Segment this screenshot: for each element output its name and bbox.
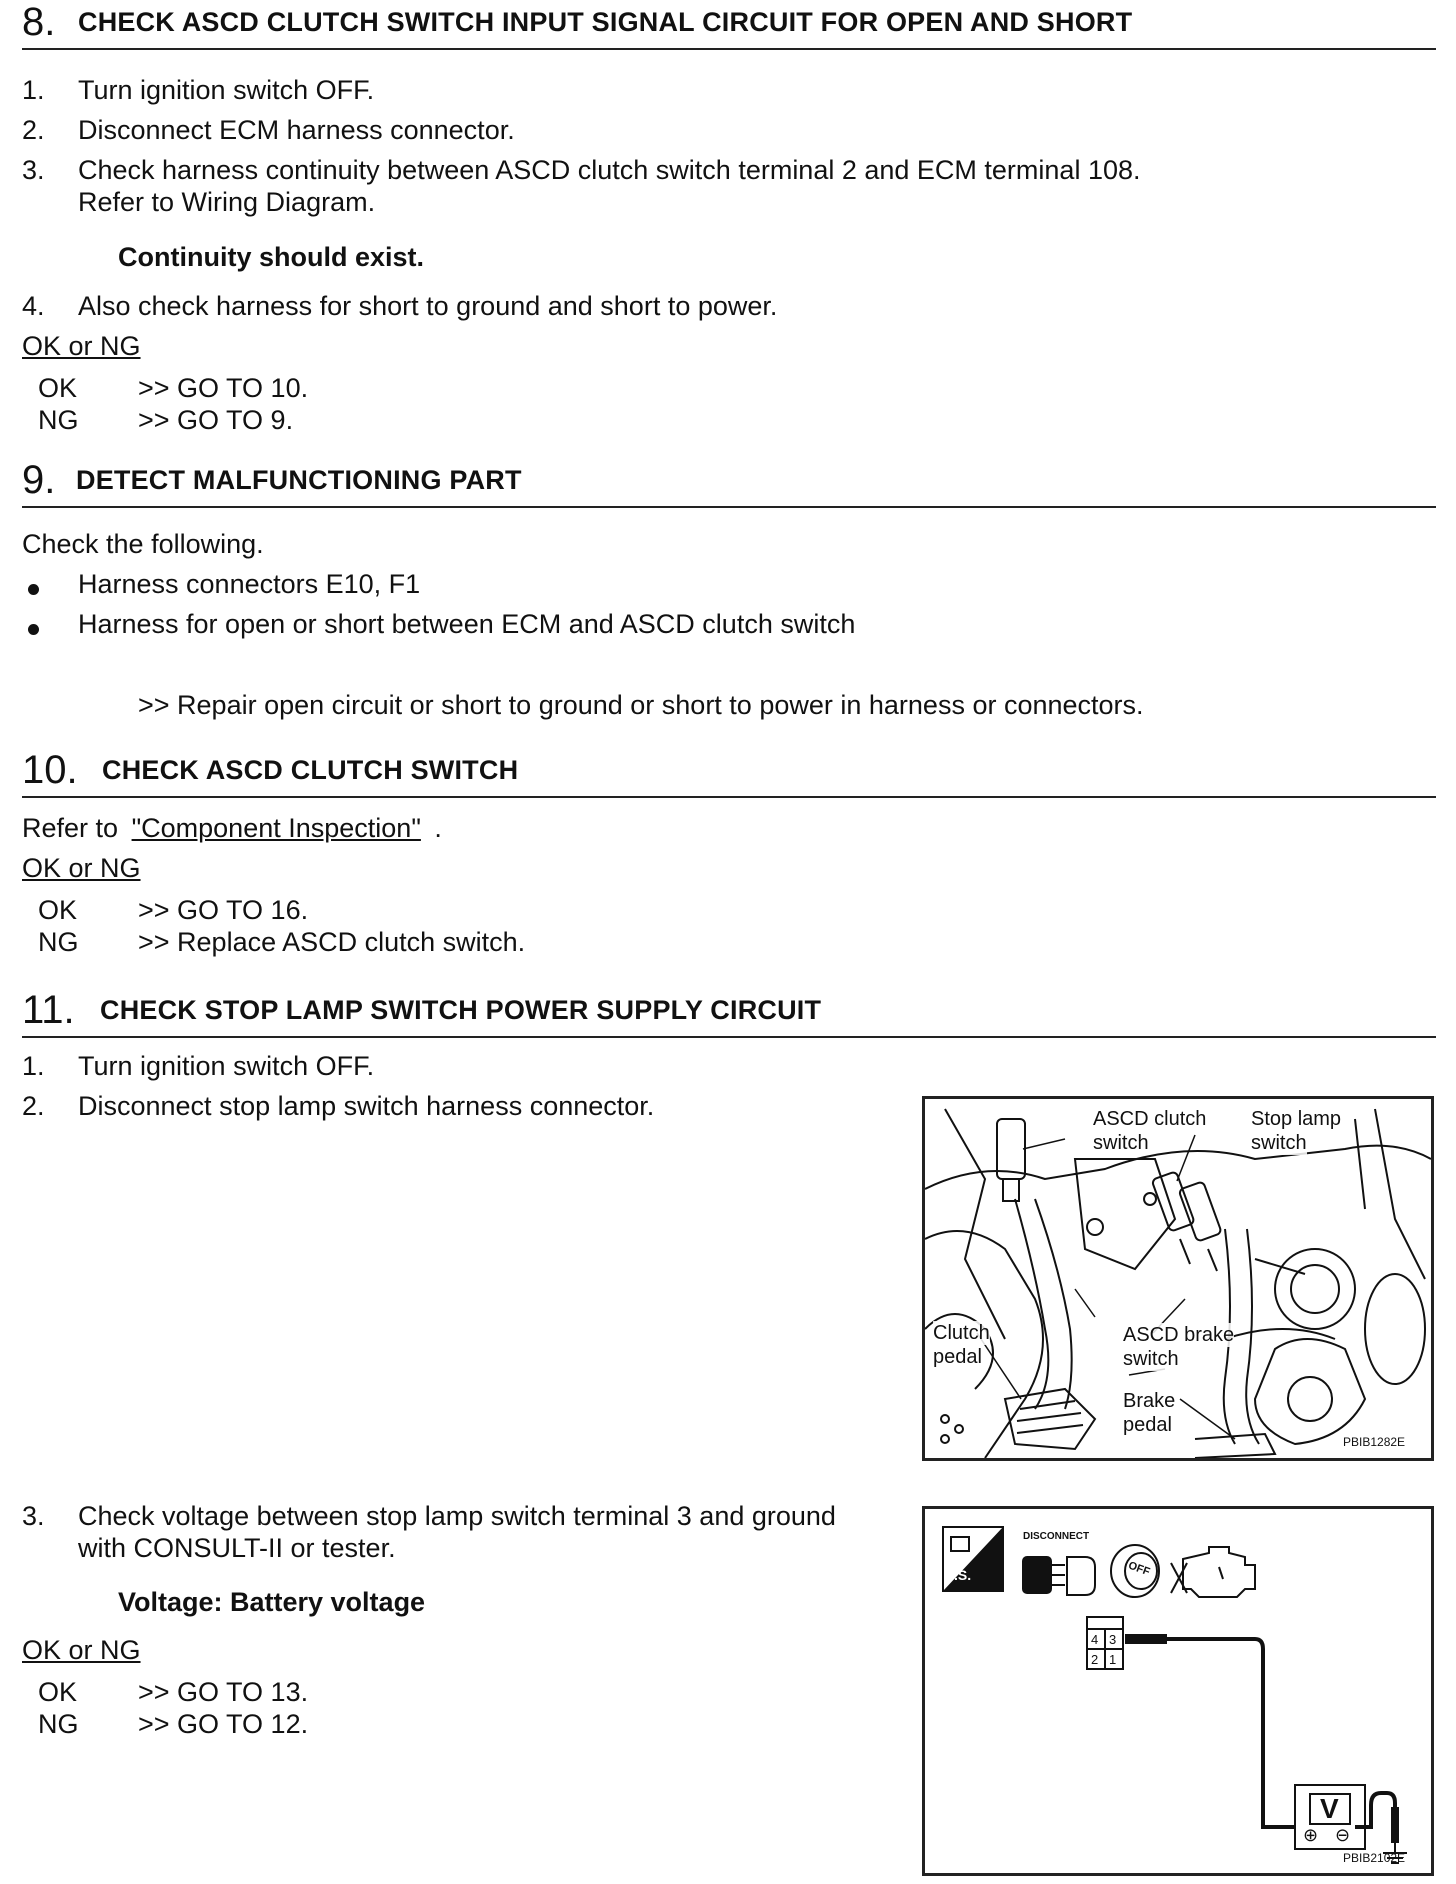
brake-pedal-label-line2: pedal xyxy=(1123,1414,1172,1436)
spec-continuity: Continuity should exist. xyxy=(118,242,425,272)
step-9-header xyxy=(22,458,1436,508)
stop-lamp-switch-label: Stop lamp xyxy=(1251,1108,1342,1130)
step-10-number: 10. xyxy=(22,748,78,792)
list-item: Turn ignition switch OFF. xyxy=(78,75,375,105)
step-9-title: DETECT MALFUNCTIONING PART xyxy=(76,465,522,495)
step-10-refer xyxy=(22,812,442,844)
voltmeter-label: V xyxy=(1320,1793,1339,1824)
step-10-title: CHECK ASCD CLUTCH SWITCH xyxy=(102,755,519,785)
engine-icon xyxy=(1171,1547,1255,1597)
ascd-brake-switch-label-line2: switch xyxy=(1123,1348,1179,1370)
clutch-pedal-label: Clutch xyxy=(933,1322,990,1344)
bullet-icon xyxy=(28,624,39,635)
plus-terminal-icon: ⊕ xyxy=(1303,1825,1319,1845)
list-number: 3. xyxy=(22,155,45,185)
step-11-title: CHECK STOP LAMP SWITCH POWER SUPPLY CIRCUIT xyxy=(100,995,822,1025)
step-11-header xyxy=(22,988,1436,1038)
ok-action: >> GO TO 10. xyxy=(138,373,309,403)
list-number: 3. xyxy=(22,1501,45,1531)
bullet-item: Harness connectors E10, F1 xyxy=(78,569,421,599)
step-8-number: 8. xyxy=(22,0,56,44)
component-inspection-link[interactable]: "Component Inspection" xyxy=(131,813,421,843)
ng-action: >> Replace ASCD clutch switch. xyxy=(138,927,526,957)
ng-label: NG xyxy=(38,1709,79,1739)
step-8-header xyxy=(22,0,1436,50)
list-number: 4. xyxy=(22,291,45,321)
ok-or-ng-label: OK or NG xyxy=(22,1635,141,1665)
step-9-number: 9. xyxy=(22,458,56,502)
figure-code: PBIB1282E xyxy=(1343,1435,1406,1449)
stop-lamp-switch-label-line2: switch xyxy=(1251,1132,1307,1154)
disconnect-label: DISCONNECT xyxy=(1023,1531,1090,1542)
clutch-pedal-label-line2: pedal xyxy=(933,1346,982,1368)
probe-positive xyxy=(1125,1634,1167,1644)
ok-action: >> GO TO 16. xyxy=(138,895,309,925)
list-number: 2. xyxy=(22,1091,45,1121)
ok-label: OK xyxy=(38,373,78,403)
spec-voltage: Voltage: Battery voltage xyxy=(118,1587,426,1617)
ng-label: NG xyxy=(38,927,79,957)
ok-or-ng-label: OK or NG xyxy=(22,331,141,361)
minus-terminal-icon: ⊖ xyxy=(1335,1825,1351,1845)
list-item: Also check harness for short to ground and short to power. xyxy=(78,291,778,321)
ng-action: >> GO TO 9. xyxy=(138,405,294,435)
probe-negative xyxy=(1391,1807,1399,1843)
ng-label: NG xyxy=(38,405,79,435)
step-10-header xyxy=(22,748,1436,798)
list-item: Disconnect ECM harness connector. xyxy=(78,115,515,145)
refer-prefix: Refer to xyxy=(22,813,119,843)
bullet-icon xyxy=(28,584,39,595)
list-number: 1. xyxy=(22,75,45,105)
voltage-check-figure xyxy=(922,1506,1434,1876)
list-item-continuation: Refer to Wiring Diagram. xyxy=(78,187,376,217)
step-8-title: CHECK ASCD CLUTCH SWITCH INPUT SIGNAL CIRCUIT FOR OPEN AND SHORT xyxy=(78,7,1133,37)
ok-label: OK xyxy=(38,895,78,925)
pedal-switch-figure xyxy=(922,1096,1434,1461)
terminal-4: 4 xyxy=(1091,1632,1099,1647)
list-number: 1. xyxy=(22,1051,45,1081)
list-item: Disconnect stop lamp switch harness connector. xyxy=(78,1091,655,1121)
terminal-1: 1 xyxy=(1109,1652,1117,1667)
ok-or-ng-label: OK or NG xyxy=(22,853,141,883)
list-number: 2. xyxy=(22,115,45,145)
brake-pedal-label: Brake xyxy=(1123,1390,1176,1412)
list-item-continuation: with CONSULT-II or tester. xyxy=(78,1533,396,1563)
ok-label: OK xyxy=(38,1677,78,1707)
ok-action: >> GO TO 13. xyxy=(138,1677,309,1707)
ascd-clutch-switch-label: ASCD clutch xyxy=(1093,1108,1207,1130)
step-11-number: 11. xyxy=(22,988,75,1032)
ascd-brake-switch-label: ASCD brake xyxy=(1123,1324,1235,1346)
terminal-2: 2 xyxy=(1091,1652,1099,1667)
disconnect-icon xyxy=(1023,1557,1095,1595)
pedal-assembly-illustration xyxy=(925,1099,1431,1458)
voltage-check-diagram xyxy=(925,1509,1431,1873)
step-9-intro: Check the following. xyxy=(22,529,264,559)
ng-action: >> GO TO 12. xyxy=(138,1709,309,1739)
list-item: Turn ignition switch OFF. xyxy=(78,1051,375,1081)
list-item: Check harness continuity between ASCD clutch switch terminal 2 and ECM terminal 108. xyxy=(78,155,1141,185)
step-9-action: >> Repair open circuit or short to ground or short to power in harness or connectors. xyxy=(138,690,1144,720)
positive-lead xyxy=(1167,1639,1303,1827)
refer-suffix: . xyxy=(434,813,442,843)
list-item: Check voltage between stop lamp switch terminal 3 and ground xyxy=(78,1501,836,1531)
bullet-item: Harness for open or short between ECM and ASCD clutch switch xyxy=(78,609,856,639)
terminal-3: 3 xyxy=(1109,1632,1117,1647)
ts-label: T.S. xyxy=(947,1567,972,1583)
off-label: OFF xyxy=(1126,1559,1152,1579)
figure-code: PBIB2102E xyxy=(1343,1851,1406,1865)
ascd-clutch-switch-label-line2: switch xyxy=(1093,1132,1149,1154)
